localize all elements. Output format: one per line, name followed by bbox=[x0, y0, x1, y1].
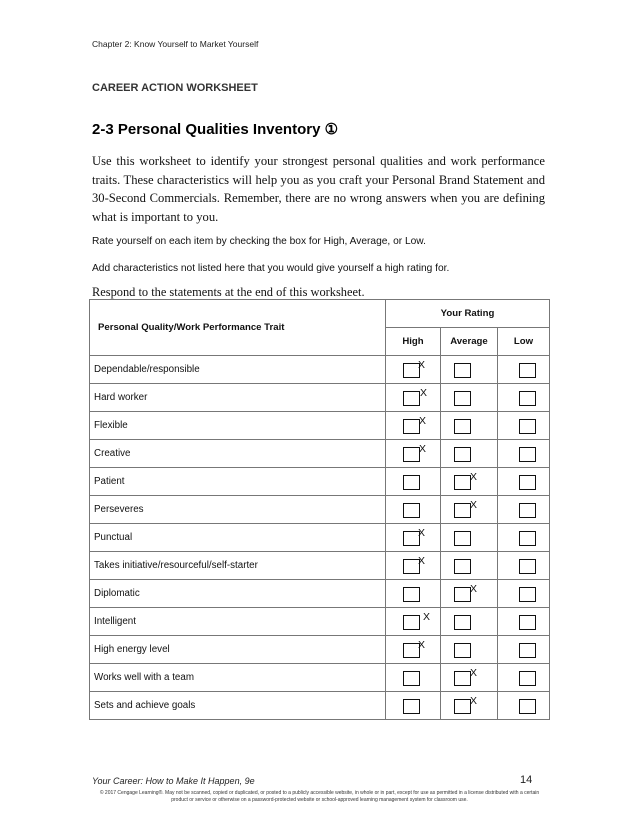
table-row bbox=[90, 524, 550, 552]
rating-cell-average bbox=[441, 468, 498, 496]
trait-label: Works well with a team bbox=[90, 664, 386, 692]
trait-label: High energy level bbox=[90, 636, 386, 664]
worksheet-title-text: 2-3 Personal Qualities Inventory bbox=[92, 121, 325, 138]
rating-checkbox-average[interactable] bbox=[454, 699, 471, 714]
rating-cell-average bbox=[441, 608, 498, 636]
rating-cell-average bbox=[441, 636, 498, 664]
rating-checkbox-average[interactable] bbox=[454, 643, 471, 658]
your-rating-header: Your Rating bbox=[386, 300, 550, 328]
trait-label: Punctual bbox=[90, 524, 386, 552]
rating-checkbox-average[interactable] bbox=[454, 671, 471, 686]
rating-checkbox-low[interactable] bbox=[519, 587, 536, 602]
instruction-add: Add characteristics not listed here that you would give yourself a high rating for. bbox=[92, 263, 450, 274]
rating-checkbox-high[interactable] bbox=[403, 391, 420, 406]
rating-cell-average bbox=[441, 496, 498, 524]
trait-label: Diplomatic bbox=[90, 580, 386, 608]
rating-cell-low bbox=[498, 524, 550, 552]
page-number: 14 bbox=[520, 774, 533, 786]
copyright-notice: © 2017 Cengage Learning®. May not be scanned, copied or duplicated, or posted to a publicly accessible website, in whole or in part, except for use as permitted in a license distributed with a certain product or service or otherwise on a password-protected website or school-approved learning management system for classroom use. bbox=[99, 790, 540, 803]
trait-label: Flexible bbox=[90, 412, 386, 440]
rating-checkbox-high[interactable] bbox=[403, 475, 420, 490]
rating-checkbox-average[interactable] bbox=[454, 587, 471, 602]
rating-cell-low bbox=[498, 692, 550, 720]
rating-checkbox-low[interactable] bbox=[519, 671, 536, 686]
rating-mark: X bbox=[418, 527, 426, 539]
rating-cell-high bbox=[386, 440, 441, 468]
rating-mark: X bbox=[418, 639, 426, 651]
rating-cell-low bbox=[498, 580, 550, 608]
intro-paragraph: Use this worksheet to identify your strongest personal qualities and work performance traits. These characteristics will help you as you craft your Personal Brand Statement and 30-Second Commercials. Remember, there are no wrong answers when you are defining what is important to you. bbox=[92, 154, 545, 224]
rating-checkbox-low[interactable] bbox=[519, 643, 536, 658]
table-row bbox=[90, 356, 550, 384]
rating-cell-high bbox=[386, 524, 441, 552]
rating-cell-average bbox=[441, 552, 498, 580]
rating-checkbox-average[interactable] bbox=[454, 559, 471, 574]
rating-cell-high bbox=[386, 412, 441, 440]
rating-mark: X bbox=[418, 555, 426, 567]
rating-cell-low bbox=[498, 636, 550, 664]
trait-label: Sets and achieve goals bbox=[90, 692, 386, 720]
table-row bbox=[90, 692, 550, 720]
rating-mark: X bbox=[423, 611, 431, 623]
rating-cell-low bbox=[498, 356, 550, 384]
rating-checkbox-low[interactable] bbox=[519, 391, 536, 406]
rating-checkbox-low[interactable] bbox=[519, 447, 536, 462]
table-row bbox=[90, 552, 550, 580]
rating-cell-average bbox=[441, 580, 498, 608]
rating-checkbox-high[interactable] bbox=[403, 587, 420, 602]
rating-checkbox-average[interactable] bbox=[454, 503, 471, 518]
rating-checkbox-average[interactable] bbox=[454, 447, 471, 462]
rating-mark: X bbox=[420, 387, 428, 399]
trait-label: Patient bbox=[90, 468, 386, 496]
rating-cell-low bbox=[498, 552, 550, 580]
rating-mark: X bbox=[419, 415, 427, 427]
rating-cell-high bbox=[386, 608, 441, 636]
rating-mark: X bbox=[470, 583, 478, 595]
trait-label: Intelligent bbox=[90, 608, 386, 636]
rating-checkbox-low[interactable] bbox=[519, 699, 536, 714]
footer-book-title: Your Career: How to Make It Happen, 9e bbox=[92, 776, 255, 786]
rating-cell-high bbox=[386, 496, 441, 524]
rating-cell-high bbox=[386, 580, 441, 608]
table-row bbox=[90, 440, 550, 468]
trait-label: Hard worker bbox=[90, 384, 386, 412]
table-row bbox=[90, 412, 550, 440]
rating-cell-average bbox=[441, 664, 498, 692]
rating-mark: X bbox=[470, 471, 478, 483]
rating-checkbox-average[interactable] bbox=[454, 391, 471, 406]
rating-cell-average bbox=[441, 524, 498, 552]
worksheet-label: CAREER ACTION WORKSHEET bbox=[92, 82, 258, 94]
rating-checkbox-high[interactable] bbox=[403, 419, 420, 434]
rating-checkbox-average[interactable] bbox=[454, 419, 471, 434]
rating-cell-high bbox=[386, 468, 441, 496]
rating-checkbox-low[interactable] bbox=[519, 363, 536, 378]
low-column-header: Low bbox=[498, 328, 550, 356]
rating-mark: X bbox=[470, 695, 478, 707]
trait-label: Takes initiative/resourceful/self-starter bbox=[90, 552, 386, 580]
rating-checkbox-average[interactable] bbox=[454, 531, 471, 546]
rating-cell-low bbox=[498, 664, 550, 692]
table-row bbox=[90, 468, 550, 496]
rating-cell-average bbox=[441, 412, 498, 440]
rating-cell-low bbox=[498, 468, 550, 496]
table-row bbox=[90, 636, 550, 664]
chapter-header: Chapter 2: Know Yourself to Market Yourself bbox=[92, 39, 259, 49]
table-row bbox=[90, 384, 550, 412]
rating-cell-average bbox=[441, 440, 498, 468]
rating-checkbox-average[interactable] bbox=[454, 475, 471, 490]
table-row bbox=[90, 664, 550, 692]
rating-cell-high bbox=[386, 384, 441, 412]
rating-checkbox-low[interactable] bbox=[519, 559, 536, 574]
table-row bbox=[90, 496, 550, 524]
worksheet-title bbox=[92, 120, 338, 138]
rating-cell-average bbox=[441, 384, 498, 412]
rating-mark: X bbox=[470, 667, 478, 679]
rating-checkbox-high[interactable] bbox=[403, 671, 420, 686]
rating-checkbox-low[interactable] bbox=[519, 503, 536, 518]
trait-label: Dependable/responsible bbox=[90, 356, 386, 384]
rating-cell-low bbox=[498, 384, 550, 412]
instruction-respond: Respond to the statements at the end of this worksheet. bbox=[92, 285, 365, 299]
rating-checkbox-low[interactable] bbox=[519, 531, 536, 546]
rating-checkbox-low[interactable] bbox=[519, 475, 536, 490]
rating-cell-average bbox=[441, 356, 498, 384]
instruction-rate: Rate yourself on each item by checking the box for High, Average, or Low. bbox=[92, 236, 426, 247]
trait-label: Perseveres bbox=[90, 496, 386, 524]
rating-cell-low bbox=[498, 440, 550, 468]
rating-cell-high bbox=[386, 356, 441, 384]
rating-cell-high bbox=[386, 664, 441, 692]
table-row bbox=[90, 580, 550, 608]
table-row bbox=[90, 608, 550, 636]
rating-checkbox-low[interactable] bbox=[519, 419, 536, 434]
rating-checkbox-high[interactable] bbox=[403, 503, 420, 518]
circled-one-icon: ① bbox=[324, 121, 339, 138]
rating-cell-high bbox=[386, 692, 441, 720]
rating-checkbox-high[interactable] bbox=[403, 615, 420, 630]
rating-cell-high bbox=[386, 552, 441, 580]
rating-cell-average bbox=[441, 692, 498, 720]
high-column-header: High bbox=[386, 328, 441, 356]
rating-cell-high bbox=[386, 636, 441, 664]
rating-checkbox-average[interactable] bbox=[454, 363, 471, 378]
ratings-table bbox=[89, 299, 550, 720]
rating-mark: X bbox=[470, 499, 478, 511]
rating-checkbox-high[interactable] bbox=[403, 447, 420, 462]
rating-cell-low bbox=[498, 412, 550, 440]
rating-checkbox-low[interactable] bbox=[519, 615, 536, 630]
rating-checkbox-high[interactable] bbox=[403, 699, 420, 714]
rating-cell-low bbox=[498, 608, 550, 636]
trait-column-header: Personal Quality/Work Performance Trait bbox=[90, 300, 386, 356]
rating-mark: X bbox=[418, 359, 426, 371]
rating-cell-low bbox=[498, 496, 550, 524]
rating-mark: X bbox=[419, 443, 427, 455]
trait-label: Creative bbox=[90, 440, 386, 468]
average-column-header: Average bbox=[441, 328, 498, 356]
rating-checkbox-average[interactable] bbox=[454, 615, 471, 630]
